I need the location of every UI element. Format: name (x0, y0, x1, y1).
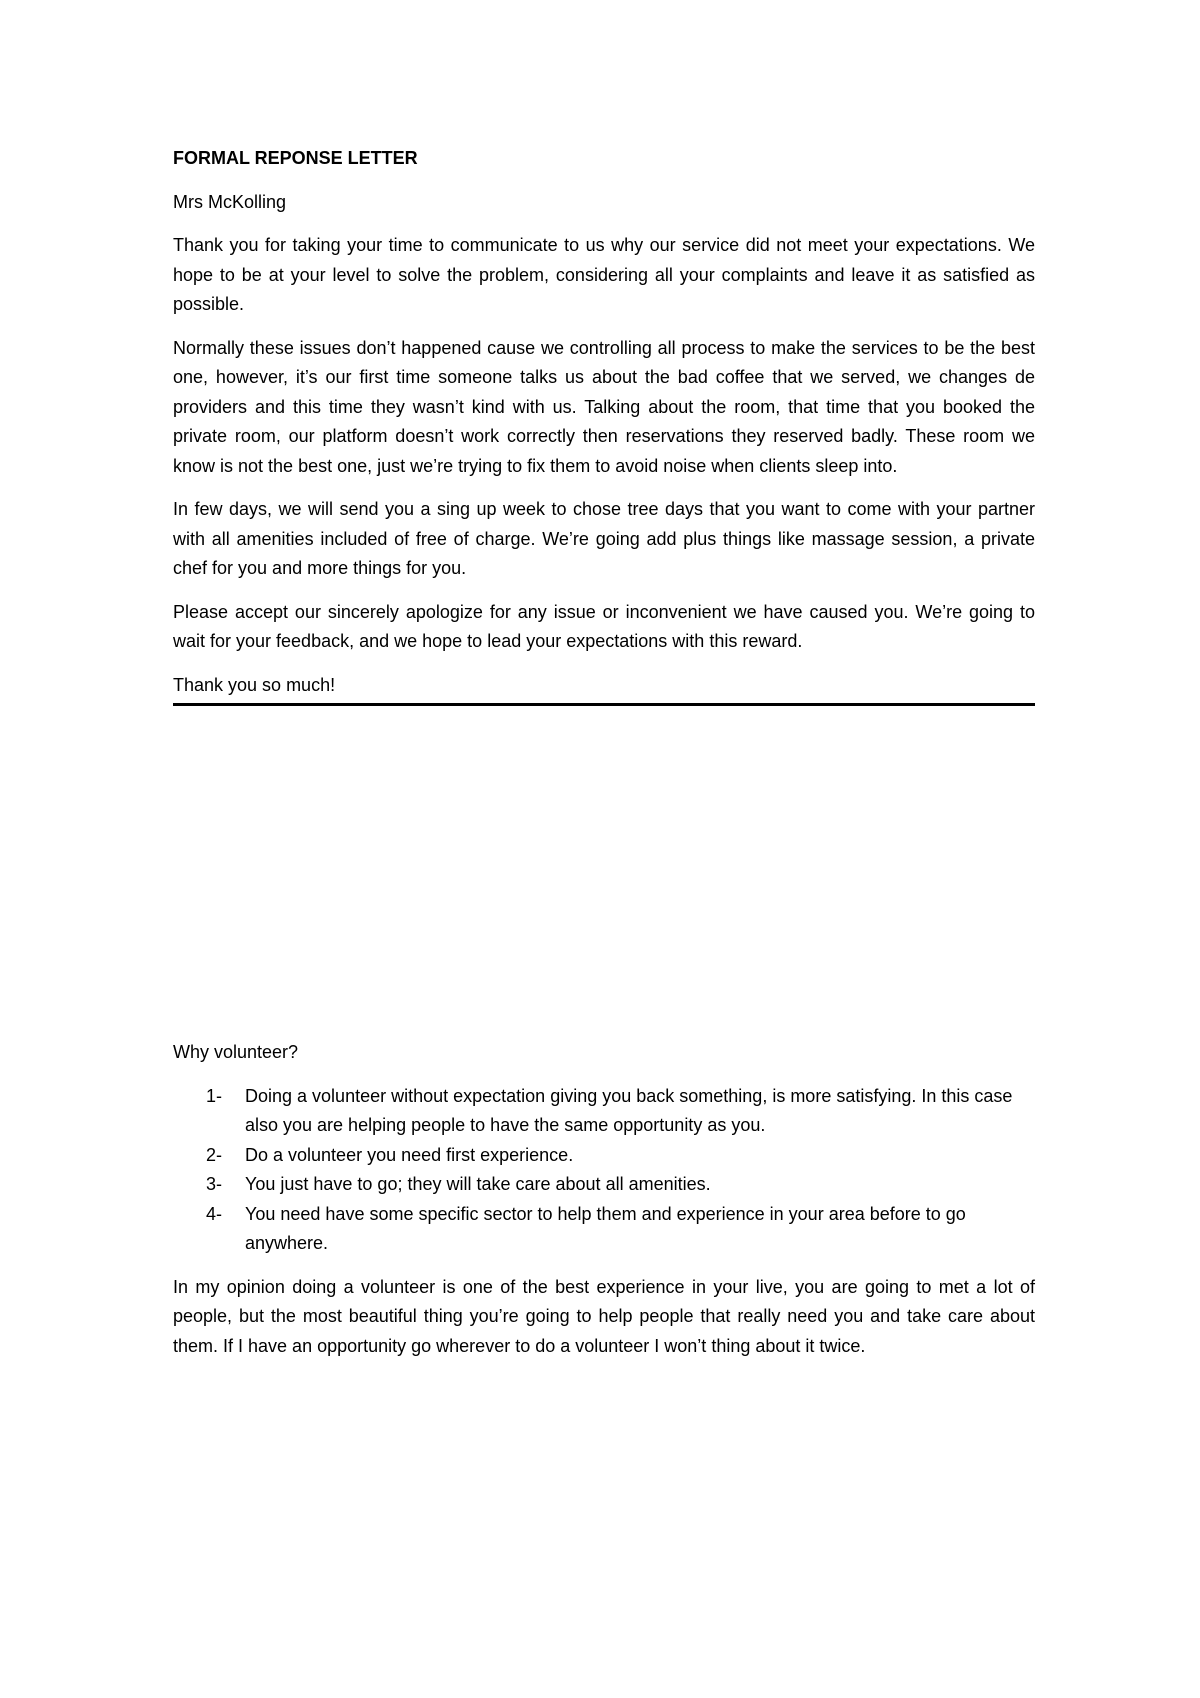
letter-paragraph: Please accept our sincerely apologize for any issue or inconvenient we have caused you. We’re going to wait for your feedback, and we hope to lead your expectations with this reward. (173, 601, 1035, 651)
essay-conclusion: In my opinion doing a volunteer is one of the best experience in your live, you are going to met a lot of people, but the most beautiful thing you’re going to help people that really need you and take care about them. If I have an opportunity go wherever to do a volunteer I won’t thing about it twice. (173, 1276, 1035, 1356)
letter-salutation: Mrs McKolling (173, 191, 287, 212)
letter-signoff: Thank you so much! (173, 671, 1035, 707)
letter-paragraph: In few days, we will send you a sing up week to chose tree days that you want to come with your partner with all amenities included of free of charge. We’re going add plus things like massage session, a private chef for you and more things for you. (173, 499, 1035, 578)
list-item (173, 1082, 1035, 1141)
list-item-number: 4- (206, 1203, 223, 1224)
reasons-list (173, 1082, 1035, 1259)
list-item-number: 1- (206, 1085, 223, 1106)
list-item (173, 1170, 1035, 1200)
list-item-text: Doing a volunteer without expectation giving you back something, is more satisfying. In this case also you are helping people to have the same opportunity as you. (245, 1085, 1013, 1135)
response-letter (173, 144, 1035, 706)
list-item (173, 1200, 1035, 1259)
list-item-text: You need have some specific sector to help them and experience in your area before to go anywhere. (245, 1203, 966, 1253)
list-item-number: 2- (206, 1144, 223, 1165)
list-item (173, 1141, 1035, 1171)
list-item-text: Do a volunteer you need first experience. (245, 1144, 574, 1165)
letter-paragraph: Thank you for taking your time to communicate to us why our service did not meet your expectations. We hope to be at your level to solve the problem, considering all your complaints and leave it as satisfied as possible. (173, 235, 1035, 314)
volunteer-essay (173, 1038, 1035, 1375)
essay-title: Why volunteer? (173, 1042, 299, 1062)
letter-paragraph: Normally these issues don’t happened cause we controlling all process to make the services to be the best one, however, it’s our first time someone talks us about the bad coffee that we served, we changes de providers and this time they wasn’t kind with us. Talking about the room, that time that you booked the private room, our platform doesn’t work correctly then reservations they reserved badly. These room we know is not the best one, just we’re trying to fix them to avoid noise when clients sleep into. (173, 337, 1035, 476)
list-item-text: You just have to go; they will take care about all amenities. (245, 1174, 711, 1194)
letter-heading: FORMAL REPONSE LETTER (173, 148, 418, 168)
list-item-number: 3- (206, 1174, 223, 1194)
